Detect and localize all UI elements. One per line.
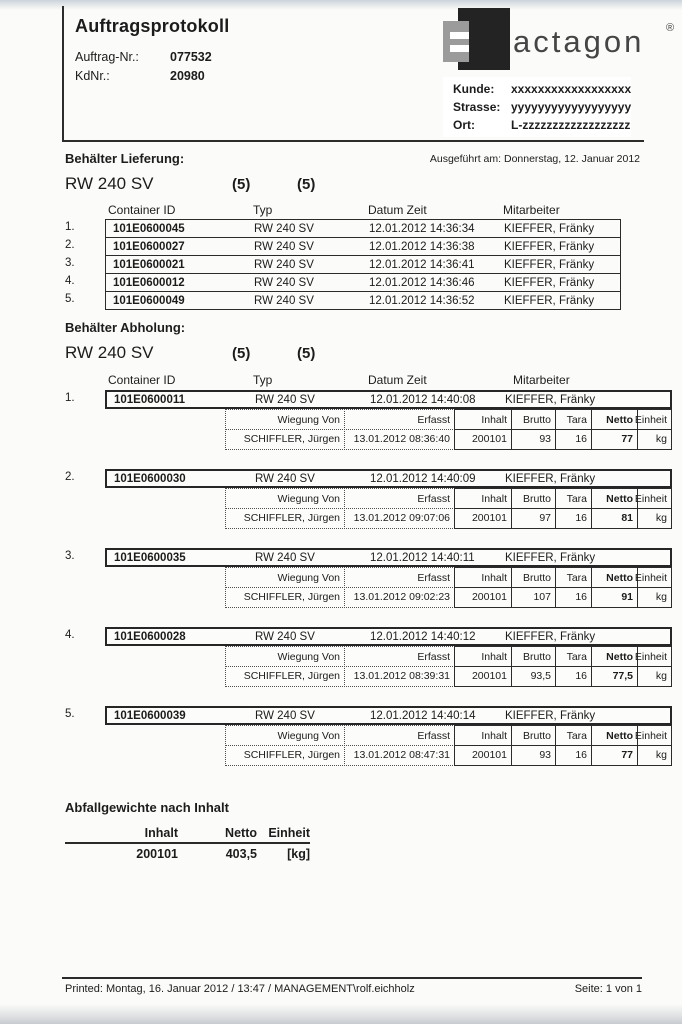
- weighing-col-wiegung-von: Wiegung Von: [225, 488, 345, 509]
- container-employee: KIEFFER, Fränky: [505, 472, 596, 485]
- weighing-value-row: [225, 508, 672, 529]
- totals-section-heading: Abfallgewichte nach Inhalt: [65, 800, 229, 815]
- weighing-by: SCHIFFLER, Jürgen: [225, 429, 345, 450]
- weighing-col-wiegung-von: Wiegung Von: [225, 725, 345, 746]
- weighing-einheit: kg: [637, 587, 673, 608]
- weighing-header-row: [225, 409, 672, 430]
- totals-col-inhalt: Inhalt: [144, 825, 178, 840]
- weighing-tara: 16: [555, 429, 593, 450]
- weighing-col-inhalt: Inhalt: [454, 725, 513, 746]
- container-datetime: 12.01.2012 14:36:34: [369, 222, 475, 235]
- weighing-einheit: kg: [637, 745, 673, 766]
- weighing-inhalt: 200101: [454, 666, 513, 687]
- weighing-header-row: [225, 725, 672, 746]
- pickup-block: [105, 548, 672, 608]
- pickup-row-number: 5.: [65, 708, 75, 720]
- weighing-einheit: kg: [637, 508, 673, 529]
- weighing-col-einheit: Einheit: [637, 567, 673, 588]
- weighing-col-netto: Netto: [591, 488, 639, 509]
- delivery-section-heading: Behälter Lieferung:: [65, 151, 185, 166]
- container-id: 101E0600027: [113, 240, 185, 253]
- totals-einheit: [kg]: [287, 846, 310, 861]
- weighing-by: SCHIFFLER, Jürgen: [225, 666, 345, 687]
- container-employee: KIEFFER, Fränky: [504, 258, 595, 271]
- weighing-col-tara: Tara: [555, 725, 593, 746]
- pickup-section-heading: Behälter Abholung:: [65, 320, 186, 335]
- weighing-value-row: [225, 429, 672, 450]
- container-employee: KIEFFER, Fränky: [504, 276, 595, 289]
- pickup-container-type: RW 240 SV: [65, 343, 154, 362]
- logo-mark-icon: [458, 8, 510, 70]
- weighing-netto: 91: [591, 587, 639, 608]
- container-typ: RW 240 SV: [255, 472, 315, 485]
- weighing-col-brutto: Brutto: [511, 567, 557, 588]
- weighing-header-row: [225, 567, 672, 588]
- pickup-row-number: 2.: [65, 471, 75, 483]
- weighing-netto: 77,5: [591, 666, 639, 687]
- table-row: [105, 255, 621, 274]
- container-datetime: 12.01.2012 14:40:11: [370, 551, 475, 564]
- delivery-row-number: 5.: [65, 293, 75, 305]
- container-typ: RW 240 SV: [255, 551, 315, 564]
- weighing-col-tara: Tara: [555, 409, 593, 430]
- weighing-col-brutto: Brutto: [511, 725, 557, 746]
- weighing-inhalt: 200101: [454, 429, 513, 450]
- weighing-inhalt: 200101: [454, 587, 513, 608]
- weighing-col-inhalt: Inhalt: [454, 409, 513, 430]
- container-typ: RW 240 SV: [254, 258, 314, 271]
- container-datetime: 12.01.2012 14:40:09: [370, 472, 476, 485]
- weighing-value-row: [225, 587, 672, 608]
- logo-wordmark: actagon: [513, 24, 645, 59]
- column-header-container-id: Container ID: [108, 373, 176, 387]
- weighing-table: [225, 567, 672, 608]
- weighing-tara: 16: [555, 587, 593, 608]
- pickup-block: [105, 706, 672, 766]
- weighing-by: SCHIFFLER, Jürgen: [225, 745, 345, 766]
- weighing-netto: 81: [591, 508, 639, 529]
- weighing-inhalt: 200101: [454, 745, 513, 766]
- container-employee: KIEFFER, Fränky: [505, 551, 596, 564]
- footer-page-number: Seite: 1 von 1: [574, 983, 642, 995]
- weighing-recorded: 13.01.2012 08:39:31: [344, 666, 456, 687]
- weighing-col-netto: Netto: [591, 409, 639, 430]
- pickup-block: [105, 469, 672, 529]
- city-row: [453, 116, 631, 134]
- container-id: 101E0600049: [113, 294, 185, 307]
- weighing-col-tara: Tara: [555, 567, 593, 588]
- weighing-tara: 16: [555, 508, 593, 529]
- weighing-einheit: kg: [637, 666, 673, 687]
- totals-col-einheit: Einheit: [268, 825, 310, 840]
- table-row: [105, 237, 621, 256]
- weighing-brutto: 107: [511, 587, 557, 608]
- executed-at-text: Ausgeführt am: Donnerstag, 12. Januar 2012: [429, 153, 640, 165]
- table-row: [105, 469, 672, 488]
- weighing-table: [225, 646, 672, 687]
- table-row: [105, 291, 621, 310]
- weighing-col-einheit: Einheit: [637, 725, 673, 746]
- weighing-netto: 77: [591, 745, 639, 766]
- street-value: yyyyyyyyyyyyyyyyyy: [511, 100, 632, 114]
- delivery-count-2: (5): [297, 176, 316, 193]
- container-typ: RW 240 SV: [254, 276, 314, 289]
- logo-gray-square: [443, 21, 469, 62]
- container-id: 101E0600039: [114, 709, 186, 722]
- registered-trademark-icon: ®: [666, 22, 675, 34]
- totals-value-row: [65, 844, 310, 863]
- weighing-col-erfasst: Erfasst: [344, 646, 456, 667]
- column-header-typ: Typ: [253, 203, 273, 217]
- footer-printed-text: Printed: Montag, 16. Januar 2012 / 13:47 / MANAGEMENT\rolf.eichholz: [65, 983, 415, 995]
- logo-bar-top: [450, 32, 469, 39]
- totals-netto: 403,5: [225, 846, 257, 861]
- container-typ: RW 240 SV: [255, 393, 315, 406]
- table-row: [105, 390, 672, 409]
- container-datetime: 12.01.2012 14:36:52: [369, 294, 475, 307]
- table-row: [105, 627, 672, 646]
- weighing-col-wiegung-von: Wiegung Von: [225, 409, 345, 430]
- weighing-brutto: 93: [511, 429, 557, 450]
- weighing-recorded: 13.01.2012 08:36:40: [344, 429, 456, 450]
- delivery-row-number: 3.: [65, 257, 75, 269]
- container-id: 101E0600028: [114, 630, 186, 643]
- weighing-col-brutto: Brutto: [511, 409, 557, 430]
- weighing-brutto: 93,5: [511, 666, 557, 687]
- container-datetime: 12.01.2012 14:40:14: [370, 709, 476, 722]
- table-row: [105, 219, 621, 238]
- pickup-row-number: 1.: [65, 392, 75, 404]
- column-header-container-id: Container ID: [108, 203, 176, 217]
- weighing-col-einheit: Einheit: [637, 646, 673, 667]
- customer-number-label: KdNr.:: [75, 69, 110, 83]
- customer-value: xxxxxxxxxxxxxxxxxx: [511, 82, 632, 96]
- weighing-by: SCHIFFLER, Jürgen: [225, 508, 345, 529]
- container-employee: KIEFFER, Fränky: [504, 222, 595, 235]
- pickup-count-1: (5): [232, 345, 251, 362]
- order-number-value: 077532: [170, 50, 212, 64]
- street-label: Strasse:: [453, 100, 501, 114]
- pickup-count-2: (5): [297, 345, 316, 362]
- customer-row: [453, 98, 631, 116]
- container-employee: KIEFFER, Fränky: [505, 393, 596, 406]
- totals-col-netto: Netto: [225, 825, 257, 840]
- weighing-einheit: kg: [637, 429, 673, 450]
- weighing-col-erfasst: Erfasst: [344, 409, 456, 430]
- container-id: 101E0600035: [114, 551, 186, 564]
- weighing-tara: 16: [555, 745, 593, 766]
- delivery-row-number: 4.: [65, 275, 75, 287]
- container-employee: KIEFFER, Fränky: [505, 630, 596, 643]
- weighing-col-inhalt: Inhalt: [454, 646, 513, 667]
- pickup-block: [105, 627, 672, 687]
- container-employee: KIEFFER, Fränky: [504, 240, 595, 253]
- totals-inhalt: 200101: [136, 846, 178, 861]
- delivery-row-number: 2.: [65, 239, 75, 251]
- container-datetime: 12.01.2012 14:40:12: [370, 630, 476, 643]
- column-header-datum-zeit: Datum Zeit: [368, 373, 427, 387]
- container-employee: KIEFFER, Fränky: [504, 294, 595, 307]
- container-datetime: 12.01.2012 14:36:38: [369, 240, 475, 253]
- scan-edge-bottom: [0, 1004, 682, 1024]
- weighing-col-einheit: Einheit: [637, 409, 673, 430]
- customer-row: [453, 80, 631, 98]
- container-datetime: 12.01.2012 14:36:46: [369, 276, 475, 289]
- weighing-col-wiegung-von: Wiegung Von: [225, 567, 345, 588]
- city-value: L-zzzzzzzzzzzzzzzzzz: [511, 118, 631, 132]
- delivery-container-type: RW 240 SV: [65, 174, 154, 193]
- container-typ: RW 240 SV: [255, 709, 315, 722]
- weighing-col-erfasst: Erfasst: [344, 567, 456, 588]
- weighing-table: [225, 409, 672, 450]
- weighing-recorded: 13.01.2012 09:07:06: [344, 508, 456, 529]
- table-row: [105, 548, 672, 567]
- logo-bar-bottom: [450, 45, 469, 52]
- weighing-col-inhalt: Inhalt: [454, 567, 513, 588]
- pickup-row-number: 3.: [65, 550, 75, 562]
- table-row: [105, 706, 672, 725]
- weighing-col-brutto: Brutto: [511, 488, 557, 509]
- weighing-col-netto: Netto: [591, 646, 639, 667]
- weighing-recorded: 13.01.2012 08:47:31: [344, 745, 456, 766]
- order-number-label: Auftrag-Nr.:: [75, 50, 139, 64]
- customer-number-value: 20980: [170, 69, 205, 83]
- footer-divider: [62, 977, 642, 979]
- container-id: 101E0600030: [114, 472, 186, 485]
- container-id: 101E0600012: [113, 276, 185, 289]
- customer-label: Kunde:: [453, 82, 495, 96]
- weighing-col-tara: Tara: [555, 488, 593, 509]
- weighing-col-brutto: Brutto: [511, 646, 557, 667]
- weighing-table: [225, 488, 672, 529]
- weighing-header-row: [225, 646, 672, 667]
- totals-table: [65, 823, 310, 863]
- customer-address-box: [443, 77, 631, 137]
- weighing-table: [225, 725, 672, 766]
- weighing-by: SCHIFFLER, Jürgen: [225, 587, 345, 608]
- weighing-col-erfasst: Erfasst: [344, 725, 456, 746]
- column-header-datum-zeit: Datum Zeit: [368, 203, 427, 217]
- table-row: [105, 273, 621, 292]
- weighing-value-row: [225, 745, 672, 766]
- weighing-brutto: 97: [511, 508, 557, 529]
- weighing-netto: 77: [591, 429, 639, 450]
- column-header-mitarbeiter: Mitarbeiter: [503, 203, 560, 217]
- column-header-typ: Typ: [253, 373, 273, 387]
- container-datetime: 12.01.2012 14:36:41: [369, 258, 475, 271]
- container-id: 101E0600021: [113, 258, 185, 271]
- pickup-block: [105, 390, 672, 450]
- container-typ: RW 240 SV: [254, 294, 314, 307]
- column-header-mitarbeiter: Mitarbeiter: [513, 373, 570, 387]
- weighing-col-tara: Tara: [555, 646, 593, 667]
- weighing-recorded: 13.01.2012 09:02:23: [344, 587, 456, 608]
- weighing-col-wiegung-von: Wiegung Von: [225, 646, 345, 667]
- container-employee: KIEFFER, Fränky: [505, 709, 596, 722]
- weighing-col-netto: Netto: [591, 567, 639, 588]
- city-label: Ort:: [453, 118, 475, 132]
- delivery-count-1: (5): [232, 176, 251, 193]
- weighing-col-einheit: Einheit: [637, 488, 673, 509]
- container-typ: RW 240 SV: [254, 240, 314, 253]
- container-id: 101E0600011: [114, 393, 185, 406]
- container-typ: RW 240 SV: [254, 222, 314, 235]
- weighing-inhalt: 200101: [454, 508, 513, 529]
- weighing-col-inhalt: Inhalt: [454, 488, 513, 509]
- container-id: 101E0600045: [113, 222, 185, 235]
- page-title: Auftragsprotokoll: [75, 16, 230, 36]
- delivery-row-number: 1.: [65, 221, 75, 233]
- container-typ: RW 240 SV: [255, 630, 315, 643]
- pickup-row-number: 4.: [65, 629, 75, 641]
- weighing-tara: 16: [555, 666, 593, 687]
- weighing-value-row: [225, 666, 672, 687]
- weighing-col-erfasst: Erfasst: [344, 488, 456, 509]
- container-datetime: 12.01.2012 14:40:08: [370, 393, 476, 406]
- weighing-header-row: [225, 488, 672, 509]
- totals-header-row: [65, 823, 310, 844]
- weighing-brutto: 93: [511, 745, 557, 766]
- weighing-col-netto: Netto: [591, 725, 639, 746]
